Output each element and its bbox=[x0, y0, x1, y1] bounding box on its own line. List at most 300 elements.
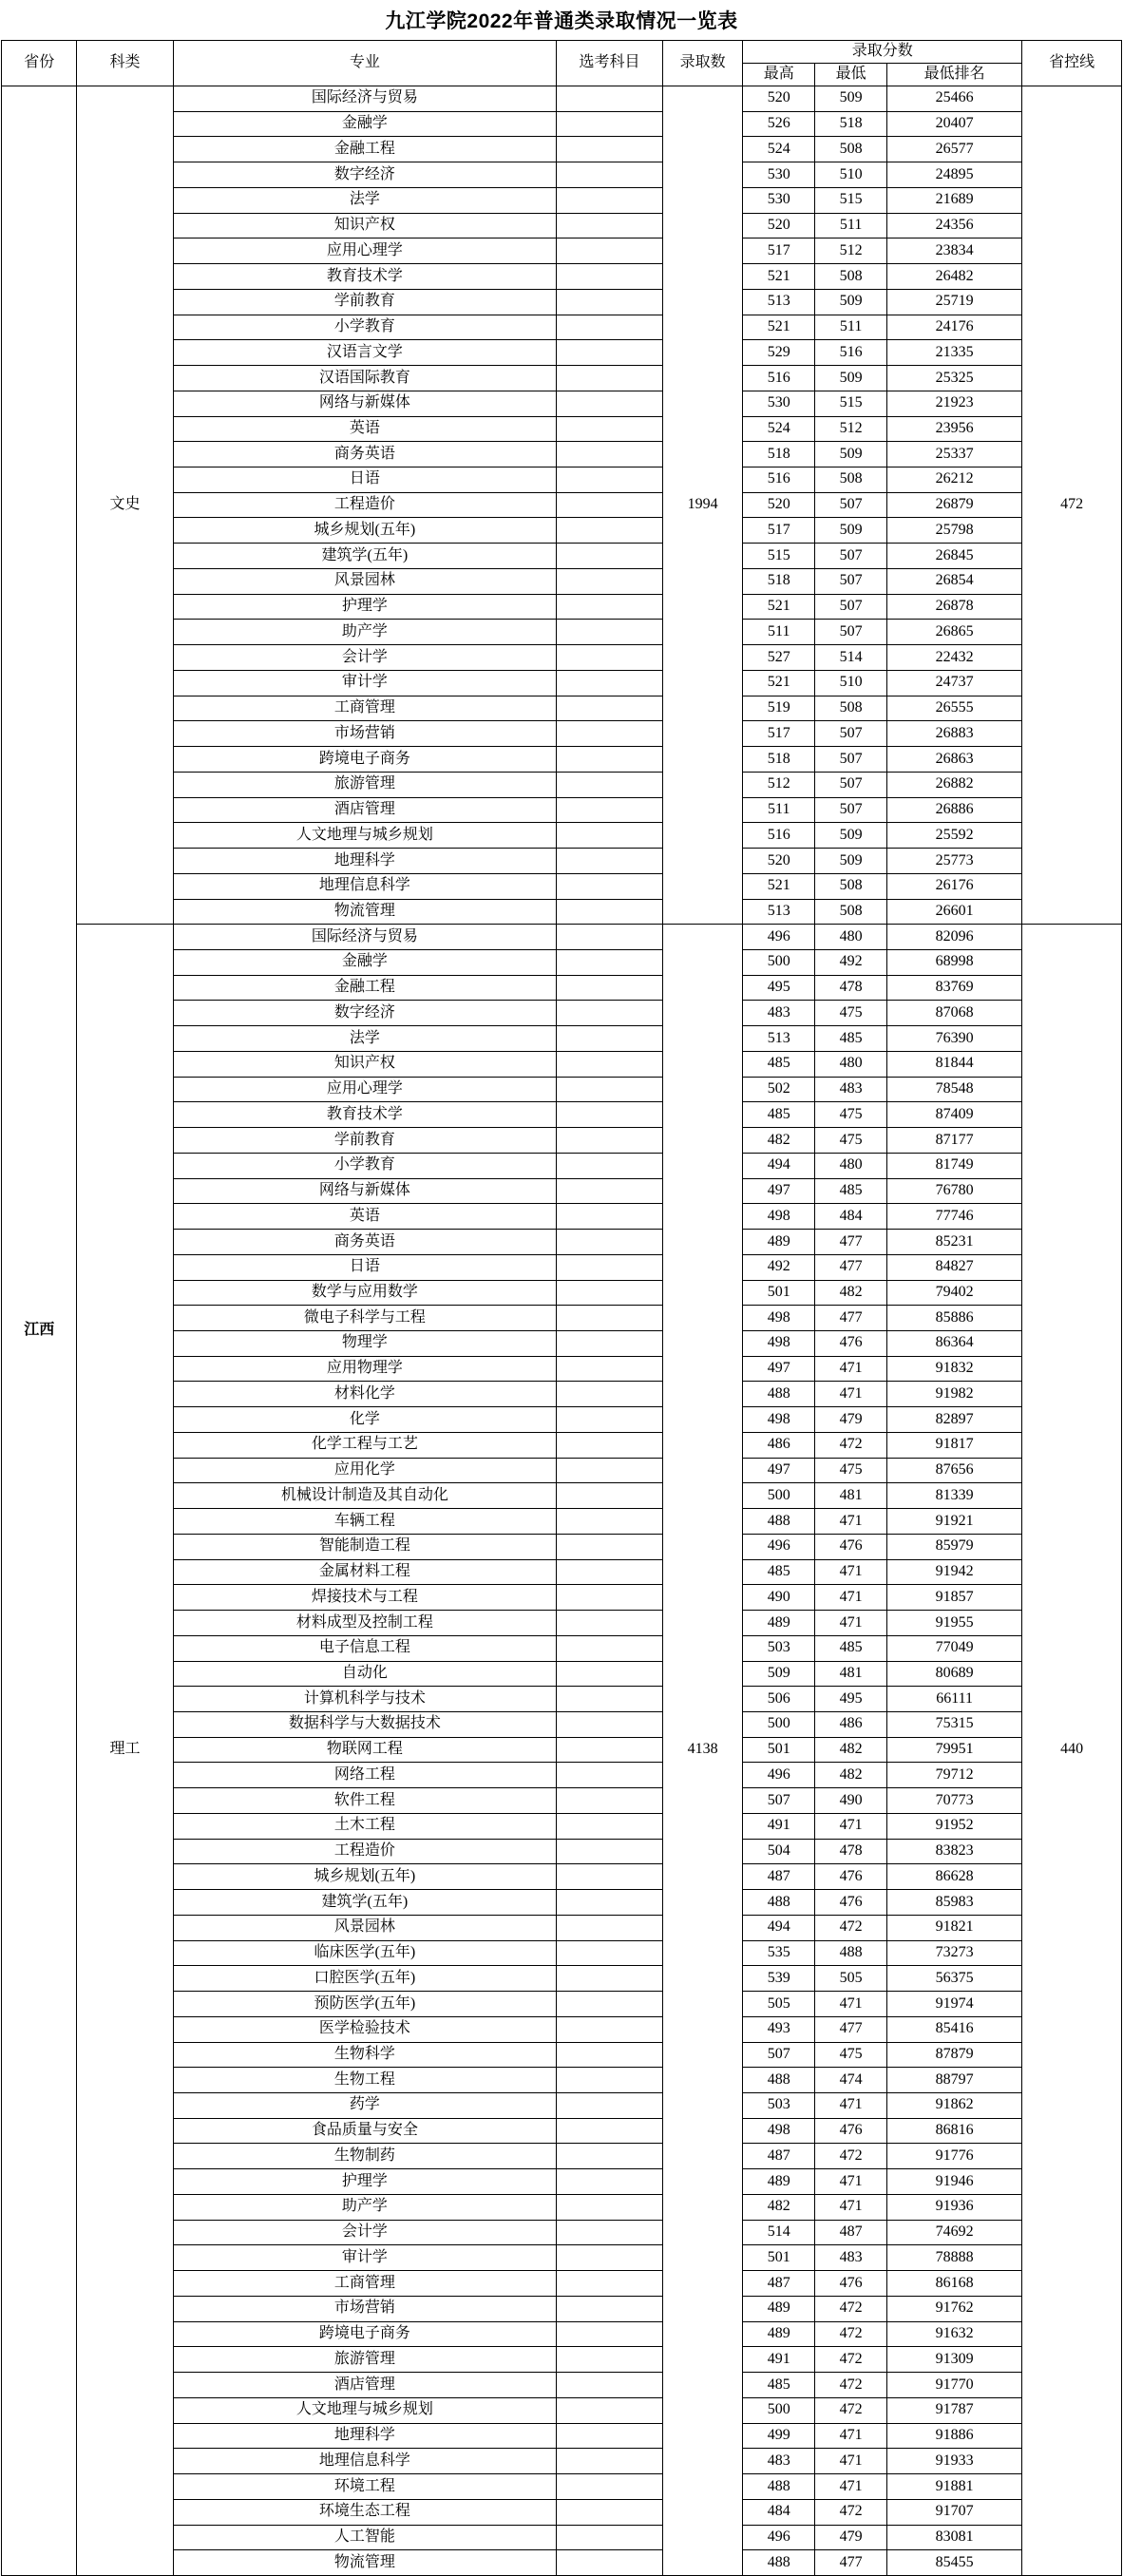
cell-max: 518 bbox=[743, 568, 815, 594]
cell-min: 475 bbox=[815, 2042, 887, 2068]
cell-rank: 91942 bbox=[887, 1559, 1022, 1585]
cell-major: 旅游管理 bbox=[173, 772, 556, 797]
cell-max: 489 bbox=[743, 2169, 815, 2195]
cell-major: 网络与新媒体 bbox=[173, 391, 556, 416]
cell-min: 472 bbox=[815, 2321, 887, 2347]
cell-rank: 91862 bbox=[887, 2093, 1022, 2119]
cell-min: 471 bbox=[815, 1813, 887, 1839]
cell-major: 知识产权 bbox=[173, 213, 556, 239]
cell-min: 472 bbox=[815, 2499, 887, 2525]
cell-subject bbox=[557, 1230, 663, 1255]
cell-max: 505 bbox=[743, 1992, 815, 2017]
cell-subject bbox=[557, 1611, 663, 1636]
cell-subject bbox=[557, 721, 663, 747]
cell-rank: 79951 bbox=[887, 1737, 1022, 1763]
cell-major: 助产学 bbox=[173, 620, 556, 645]
cell-min: 518 bbox=[815, 111, 887, 137]
cell-max: 488 bbox=[743, 1382, 815, 1407]
cell-min: 512 bbox=[815, 416, 887, 442]
cell-subject bbox=[557, 1254, 663, 1280]
cell-major: 人文地理与城乡规划 bbox=[173, 823, 556, 849]
cell-rank: 79402 bbox=[887, 1280, 1022, 1306]
cell-subject bbox=[557, 315, 663, 340]
cell-max: 511 bbox=[743, 797, 815, 823]
cell-major: 日语 bbox=[173, 467, 556, 493]
cell-rank: 21923 bbox=[887, 391, 1022, 416]
cell-max: 488 bbox=[743, 2550, 815, 2576]
cell-max: 516 bbox=[743, 467, 815, 493]
cell-min: 507 bbox=[815, 544, 887, 569]
cell-min: 480 bbox=[815, 925, 887, 950]
cell-subject bbox=[557, 2042, 663, 2068]
cell-min: 475 bbox=[815, 1102, 887, 1128]
cell-major: 教育技术学 bbox=[173, 1102, 556, 1128]
cell-rank: 87177 bbox=[887, 1128, 1022, 1154]
cell-major: 生物工程 bbox=[173, 2068, 556, 2093]
cell-rank: 86816 bbox=[887, 2118, 1022, 2144]
cell-max: 489 bbox=[743, 2321, 815, 2347]
cell-min: 507 bbox=[815, 492, 887, 518]
cell-max: 527 bbox=[743, 645, 815, 671]
cell-rank: 26601 bbox=[887, 899, 1022, 925]
cell-subject bbox=[557, 747, 663, 773]
cell-max: 488 bbox=[743, 1890, 815, 1916]
cell-min: 481 bbox=[815, 1483, 887, 1509]
cell-min: 495 bbox=[815, 1687, 887, 1712]
cell-rank: 82096 bbox=[887, 925, 1022, 950]
cell-major: 英语 bbox=[173, 1204, 556, 1230]
cell-major: 风景园林 bbox=[173, 568, 556, 594]
cell-rank: 91309 bbox=[887, 2347, 1022, 2373]
cell-min: 490 bbox=[815, 1788, 887, 1814]
cell-major: 地理信息科学 bbox=[173, 873, 556, 899]
cell-max: 495 bbox=[743, 975, 815, 1001]
cell-min: 478 bbox=[815, 975, 887, 1001]
cell-major: 金融工程 bbox=[173, 975, 556, 1001]
cell-max: 499 bbox=[743, 2423, 815, 2449]
cell-min: 514 bbox=[815, 645, 887, 671]
cell-major: 护理学 bbox=[173, 2169, 556, 2195]
cell-min: 472 bbox=[815, 1915, 887, 1940]
cell-rank: 86628 bbox=[887, 1864, 1022, 1890]
cell-major: 药学 bbox=[173, 2093, 556, 2119]
cell-min: 509 bbox=[815, 823, 887, 849]
cell-min: 471 bbox=[815, 2194, 887, 2220]
cell-rank: 24895 bbox=[887, 162, 1022, 188]
cell-max: 496 bbox=[743, 925, 815, 950]
cell-rank: 26865 bbox=[887, 620, 1022, 645]
cell-major: 法学 bbox=[173, 187, 556, 213]
cell-rank: 24176 bbox=[887, 315, 1022, 340]
cell-subject bbox=[557, 2016, 663, 2042]
cell-min: 472 bbox=[815, 2296, 887, 2321]
cell-major: 教育技术学 bbox=[173, 264, 556, 290]
cell-major: 物流管理 bbox=[173, 2550, 556, 2576]
cell-max: 501 bbox=[743, 1280, 815, 1306]
cell-subject bbox=[557, 2194, 663, 2220]
cell-major: 机械设计制造及其自动化 bbox=[173, 1483, 556, 1509]
cell-subject bbox=[557, 544, 663, 569]
cell-major: 工商管理 bbox=[173, 696, 556, 721]
cell-max: 487 bbox=[743, 2271, 815, 2297]
cell-min: 507 bbox=[815, 620, 887, 645]
cell-rank: 85886 bbox=[887, 1306, 1022, 1331]
cell-subject bbox=[557, 1407, 663, 1433]
cell-rank: 76780 bbox=[887, 1178, 1022, 1204]
cell-subject bbox=[557, 1051, 663, 1077]
cell-max: 516 bbox=[743, 823, 815, 849]
cell-max: 518 bbox=[743, 442, 815, 467]
cell-max: 535 bbox=[743, 1940, 815, 1966]
cell-min: 476 bbox=[815, 2271, 887, 2297]
cell-subject bbox=[557, 2550, 663, 2576]
cell-max: 503 bbox=[743, 2093, 815, 2119]
cell-max: 488 bbox=[743, 1509, 815, 1535]
cell-max: 491 bbox=[743, 1813, 815, 1839]
cell-min: 482 bbox=[815, 1737, 887, 1763]
cell-subject bbox=[557, 2220, 663, 2245]
cell-subject bbox=[557, 1890, 663, 1916]
cell-max: 526 bbox=[743, 111, 815, 137]
cell-major: 自动化 bbox=[173, 1661, 556, 1687]
cell-max: 513 bbox=[743, 1026, 815, 1052]
cell-subject bbox=[557, 797, 663, 823]
cell-provincial-line: 472 bbox=[1022, 86, 1122, 925]
cell-major: 生物科学 bbox=[173, 2042, 556, 2068]
cell-subject bbox=[557, 1153, 663, 1178]
cell-major: 应用化学 bbox=[173, 1458, 556, 1483]
cell-rank: 91857 bbox=[887, 1585, 1022, 1611]
table-header bbox=[2, 41, 1122, 86]
cell-max: 512 bbox=[743, 772, 815, 797]
cell-rank: 91776 bbox=[887, 2144, 1022, 2169]
cell-rank: 22432 bbox=[887, 645, 1022, 671]
cell-subject bbox=[557, 1204, 663, 1230]
cell-max: 483 bbox=[743, 2449, 815, 2474]
cell-major: 材料成型及控制工程 bbox=[173, 1611, 556, 1636]
cell-rank: 85416 bbox=[887, 2016, 1022, 2042]
cell-major: 智能制造工程 bbox=[173, 1534, 556, 1559]
cell-major: 学前教育 bbox=[173, 1128, 556, 1154]
cell-rank: 26854 bbox=[887, 568, 1022, 594]
cell-min: 471 bbox=[815, 2474, 887, 2500]
cell-rank: 85455 bbox=[887, 2550, 1022, 2576]
cell-min: 487 bbox=[815, 2220, 887, 2245]
cell-rank: 88797 bbox=[887, 2068, 1022, 2093]
cell-major: 计算机科学与技术 bbox=[173, 1687, 556, 1712]
cell-subject bbox=[557, 645, 663, 671]
cell-max: 520 bbox=[743, 213, 815, 239]
cell-rank: 26555 bbox=[887, 696, 1022, 721]
cell-major: 环境生态工程 bbox=[173, 2499, 556, 2525]
cell-max: 485 bbox=[743, 1559, 815, 1585]
cell-major: 城乡规划(五年) bbox=[173, 518, 556, 544]
header-row-1 bbox=[2, 41, 1122, 64]
cell-min: 510 bbox=[815, 670, 887, 696]
cell-rank: 81749 bbox=[887, 1153, 1022, 1178]
cell-max: 524 bbox=[743, 416, 815, 442]
cell-max: 487 bbox=[743, 2144, 815, 2169]
cell-rank: 26845 bbox=[887, 544, 1022, 569]
cell-provincial-line: 440 bbox=[1022, 925, 1122, 2576]
cell-rank: 25466 bbox=[887, 86, 1022, 112]
cell-major: 市场营销 bbox=[173, 721, 556, 747]
cell-max: 504 bbox=[743, 1839, 815, 1864]
cell-subject bbox=[557, 1330, 663, 1356]
cell-rank: 24737 bbox=[887, 670, 1022, 696]
cell-max: 498 bbox=[743, 2118, 815, 2144]
cell-major: 护理学 bbox=[173, 594, 556, 620]
cell-max: 516 bbox=[743, 366, 815, 391]
cell-min: 471 bbox=[815, 1559, 887, 1585]
cell-major: 法学 bbox=[173, 1026, 556, 1052]
cell-major: 商务英语 bbox=[173, 442, 556, 467]
cell-subject bbox=[557, 1432, 663, 1458]
cell-rank: 83081 bbox=[887, 2525, 1022, 2550]
column-header-rank: 最低排名 bbox=[887, 64, 1022, 86]
cell-major: 小学教育 bbox=[173, 1153, 556, 1178]
cell-min: 472 bbox=[815, 2144, 887, 2169]
cell-rank: 83823 bbox=[887, 1839, 1022, 1864]
cell-subject bbox=[557, 594, 663, 620]
cell-min: 505 bbox=[815, 1966, 887, 1992]
cell-max: 500 bbox=[743, 1483, 815, 1509]
cell-min: 507 bbox=[815, 594, 887, 620]
cell-min: 509 bbox=[815, 289, 887, 315]
cell-min: 511 bbox=[815, 315, 887, 340]
cell-min: 486 bbox=[815, 1712, 887, 1738]
cell-subject bbox=[557, 670, 663, 696]
cell-major: 国际经济与贸易 bbox=[173, 925, 556, 950]
cell-max: 519 bbox=[743, 696, 815, 721]
cell-major: 数字经济 bbox=[173, 1001, 556, 1026]
cell-max: 521 bbox=[743, 670, 815, 696]
cell-rank: 91817 bbox=[887, 1432, 1022, 1458]
cell-major: 英语 bbox=[173, 416, 556, 442]
cell-major: 商务英语 bbox=[173, 1230, 556, 1255]
cell-rank: 25798 bbox=[887, 518, 1022, 544]
cell-min: 472 bbox=[815, 2347, 887, 2373]
cell-rank: 91974 bbox=[887, 1992, 1022, 2017]
cell-subject bbox=[557, 1178, 663, 1204]
cell-max: 497 bbox=[743, 1356, 815, 1382]
cell-rank: 77746 bbox=[887, 1204, 1022, 1230]
cell-max: 517 bbox=[743, 721, 815, 747]
cell-rank: 25592 bbox=[887, 823, 1022, 849]
cell-max: 503 bbox=[743, 1635, 815, 1661]
cell-min: 471 bbox=[815, 1992, 887, 2017]
cell-max: 498 bbox=[743, 1330, 815, 1356]
cell-max: 489 bbox=[743, 1230, 815, 1255]
cell-major: 审计学 bbox=[173, 2245, 556, 2271]
cell-rank: 83769 bbox=[887, 975, 1022, 1001]
cell-subject bbox=[557, 213, 663, 239]
cell-rank: 79712 bbox=[887, 1763, 1022, 1788]
cell-min: 509 bbox=[815, 366, 887, 391]
cell-min: 482 bbox=[815, 1763, 887, 1788]
cell-subject bbox=[557, 949, 663, 975]
cell-max: 485 bbox=[743, 2373, 815, 2398]
cell-subject bbox=[557, 1128, 663, 1154]
cell-min: 477 bbox=[815, 2016, 887, 2042]
cell-rank: 26577 bbox=[887, 137, 1022, 162]
cell-major: 网络与新媒体 bbox=[173, 1178, 556, 1204]
cell-max: 498 bbox=[743, 1306, 815, 1331]
cell-min: 476 bbox=[815, 2118, 887, 2144]
cell-major: 会计学 bbox=[173, 645, 556, 671]
cell-rank: 24356 bbox=[887, 213, 1022, 239]
cell-major: 微电子科学与工程 bbox=[173, 1306, 556, 1331]
cell-min: 507 bbox=[815, 568, 887, 594]
cell-subject bbox=[557, 1661, 663, 1687]
cell-major: 市场营销 bbox=[173, 2296, 556, 2321]
cell-major: 医学检验技术 bbox=[173, 2016, 556, 2042]
cell-min: 485 bbox=[815, 1635, 887, 1661]
cell-max: 501 bbox=[743, 1737, 815, 1763]
cell-major: 物联网工程 bbox=[173, 1737, 556, 1763]
column-header-count: 录取数 bbox=[663, 41, 743, 86]
cell-rank: 91787 bbox=[887, 2397, 1022, 2423]
cell-rank: 23956 bbox=[887, 416, 1022, 442]
cell-subject bbox=[557, 2118, 663, 2144]
cell-max: 517 bbox=[743, 239, 815, 264]
cell-max: 509 bbox=[743, 1661, 815, 1687]
cell-major: 金融工程 bbox=[173, 137, 556, 162]
cell-subject bbox=[557, 873, 663, 899]
cell-rank: 81844 bbox=[887, 1051, 1022, 1077]
column-header-province: 省份 bbox=[2, 41, 77, 86]
cell-min: 471 bbox=[815, 1585, 887, 1611]
cell-rank: 21335 bbox=[887, 340, 1022, 366]
cell-major: 建筑学(五年) bbox=[173, 1890, 556, 1916]
cell-subject bbox=[557, 86, 663, 112]
cell-major: 风景园林 bbox=[173, 1915, 556, 1940]
cell-min: 492 bbox=[815, 949, 887, 975]
cell-max: 486 bbox=[743, 1432, 815, 1458]
cell-rank: 86168 bbox=[887, 2271, 1022, 2297]
cell-subject bbox=[557, 1940, 663, 1966]
cell-max: 489 bbox=[743, 2296, 815, 2321]
cell-subject bbox=[557, 1813, 663, 1839]
cell-major: 化学 bbox=[173, 1407, 556, 1433]
page-title: 九江学院2022年普通类录取情况一览表 bbox=[385, 10, 738, 32]
cell-max: 515 bbox=[743, 544, 815, 569]
cell-min: 512 bbox=[815, 239, 887, 264]
cell-subject bbox=[557, 849, 663, 874]
cell-min: 475 bbox=[815, 1128, 887, 1154]
cell-subject bbox=[557, 162, 663, 188]
cell-subject bbox=[557, 2321, 663, 2347]
cell-subject bbox=[557, 1687, 663, 1712]
cell-subject bbox=[557, 2093, 663, 2119]
cell-major: 审计学 bbox=[173, 670, 556, 696]
cell-subject bbox=[557, 2373, 663, 2398]
cell-max: 488 bbox=[743, 2474, 815, 2500]
cell-rank: 26878 bbox=[887, 594, 1022, 620]
cell-max: 492 bbox=[743, 1254, 815, 1280]
cell-subject bbox=[557, 1763, 663, 1788]
cell-subject bbox=[557, 1712, 663, 1738]
cell-min: 508 bbox=[815, 467, 887, 493]
cell-min: 509 bbox=[815, 442, 887, 467]
column-header-subject: 选考科目 bbox=[557, 41, 663, 86]
cell-min: 483 bbox=[815, 1077, 887, 1102]
cell-subject bbox=[557, 1509, 663, 1535]
cell-rank: 91952 bbox=[887, 1813, 1022, 1839]
cell-min: 483 bbox=[815, 2245, 887, 2271]
cell-min: 485 bbox=[815, 1026, 887, 1052]
cell-subject bbox=[557, 1966, 663, 1992]
cell-subject bbox=[557, 467, 663, 493]
cell-rank: 25337 bbox=[887, 442, 1022, 467]
cell-rank: 75315 bbox=[887, 1712, 1022, 1738]
cell-rank: 85979 bbox=[887, 1534, 1022, 1559]
cell-min: 477 bbox=[815, 1230, 887, 1255]
cell-max: 529 bbox=[743, 340, 815, 366]
cell-rank: 23834 bbox=[887, 239, 1022, 264]
cell-min: 480 bbox=[815, 1153, 887, 1178]
cell-major: 软件工程 bbox=[173, 1788, 556, 1814]
cell-max: 489 bbox=[743, 1611, 815, 1636]
cell-min: 474 bbox=[815, 2068, 887, 2093]
cell-rank: 26879 bbox=[887, 492, 1022, 518]
cell-max: 530 bbox=[743, 162, 815, 188]
cell-rank: 91982 bbox=[887, 1382, 1022, 1407]
cell-major: 人工智能 bbox=[173, 2525, 556, 2550]
cell-subject bbox=[557, 289, 663, 315]
cell-major: 土木工程 bbox=[173, 1813, 556, 1839]
cell-subject bbox=[557, 2144, 663, 2169]
cell-rank: 86364 bbox=[887, 1330, 1022, 1356]
cell-subject bbox=[557, 2449, 663, 2474]
column-header-category: 科类 bbox=[77, 41, 173, 86]
cell-max: 502 bbox=[743, 1077, 815, 1102]
cell-major: 物理学 bbox=[173, 1330, 556, 1356]
cell-min: 507 bbox=[815, 797, 887, 823]
table-body bbox=[2, 86, 1122, 2576]
cell-min: 507 bbox=[815, 772, 887, 797]
cell-subject bbox=[557, 1839, 663, 1864]
cell-rank: 91707 bbox=[887, 2499, 1022, 2525]
cell-max: 501 bbox=[743, 2245, 815, 2271]
cell-min: 471 bbox=[815, 1509, 887, 1535]
cell-rank: 26482 bbox=[887, 264, 1022, 290]
cell-subject bbox=[557, 1280, 663, 1306]
cell-major: 环境工程 bbox=[173, 2474, 556, 2500]
cell-min: 511 bbox=[815, 213, 887, 239]
cell-subject bbox=[557, 1382, 663, 1407]
cell-subject bbox=[557, 2169, 663, 2195]
cell-min: 516 bbox=[815, 340, 887, 366]
cell-major: 酒店管理 bbox=[173, 2373, 556, 2398]
cell-rank: 81339 bbox=[887, 1483, 1022, 1509]
cell-min: 472 bbox=[815, 2397, 887, 2423]
cell-major: 工程造价 bbox=[173, 492, 556, 518]
cell-major: 数字经济 bbox=[173, 162, 556, 188]
cell-subject bbox=[557, 2245, 663, 2271]
cell-subject bbox=[557, 2397, 663, 2423]
cell-major: 口腔医学(五年) bbox=[173, 1966, 556, 1992]
cell-max: 520 bbox=[743, 849, 815, 874]
cell-max: 487 bbox=[743, 1864, 815, 1890]
cell-major: 小学教育 bbox=[173, 315, 556, 340]
cell-rank: 85231 bbox=[887, 1230, 1022, 1255]
cell-major: 旅游管理 bbox=[173, 2347, 556, 2373]
cell-major: 助产学 bbox=[173, 2194, 556, 2220]
cell-max: 521 bbox=[743, 264, 815, 290]
cell-rank: 91933 bbox=[887, 2449, 1022, 2474]
cell-major: 人文地理与城乡规划 bbox=[173, 2397, 556, 2423]
